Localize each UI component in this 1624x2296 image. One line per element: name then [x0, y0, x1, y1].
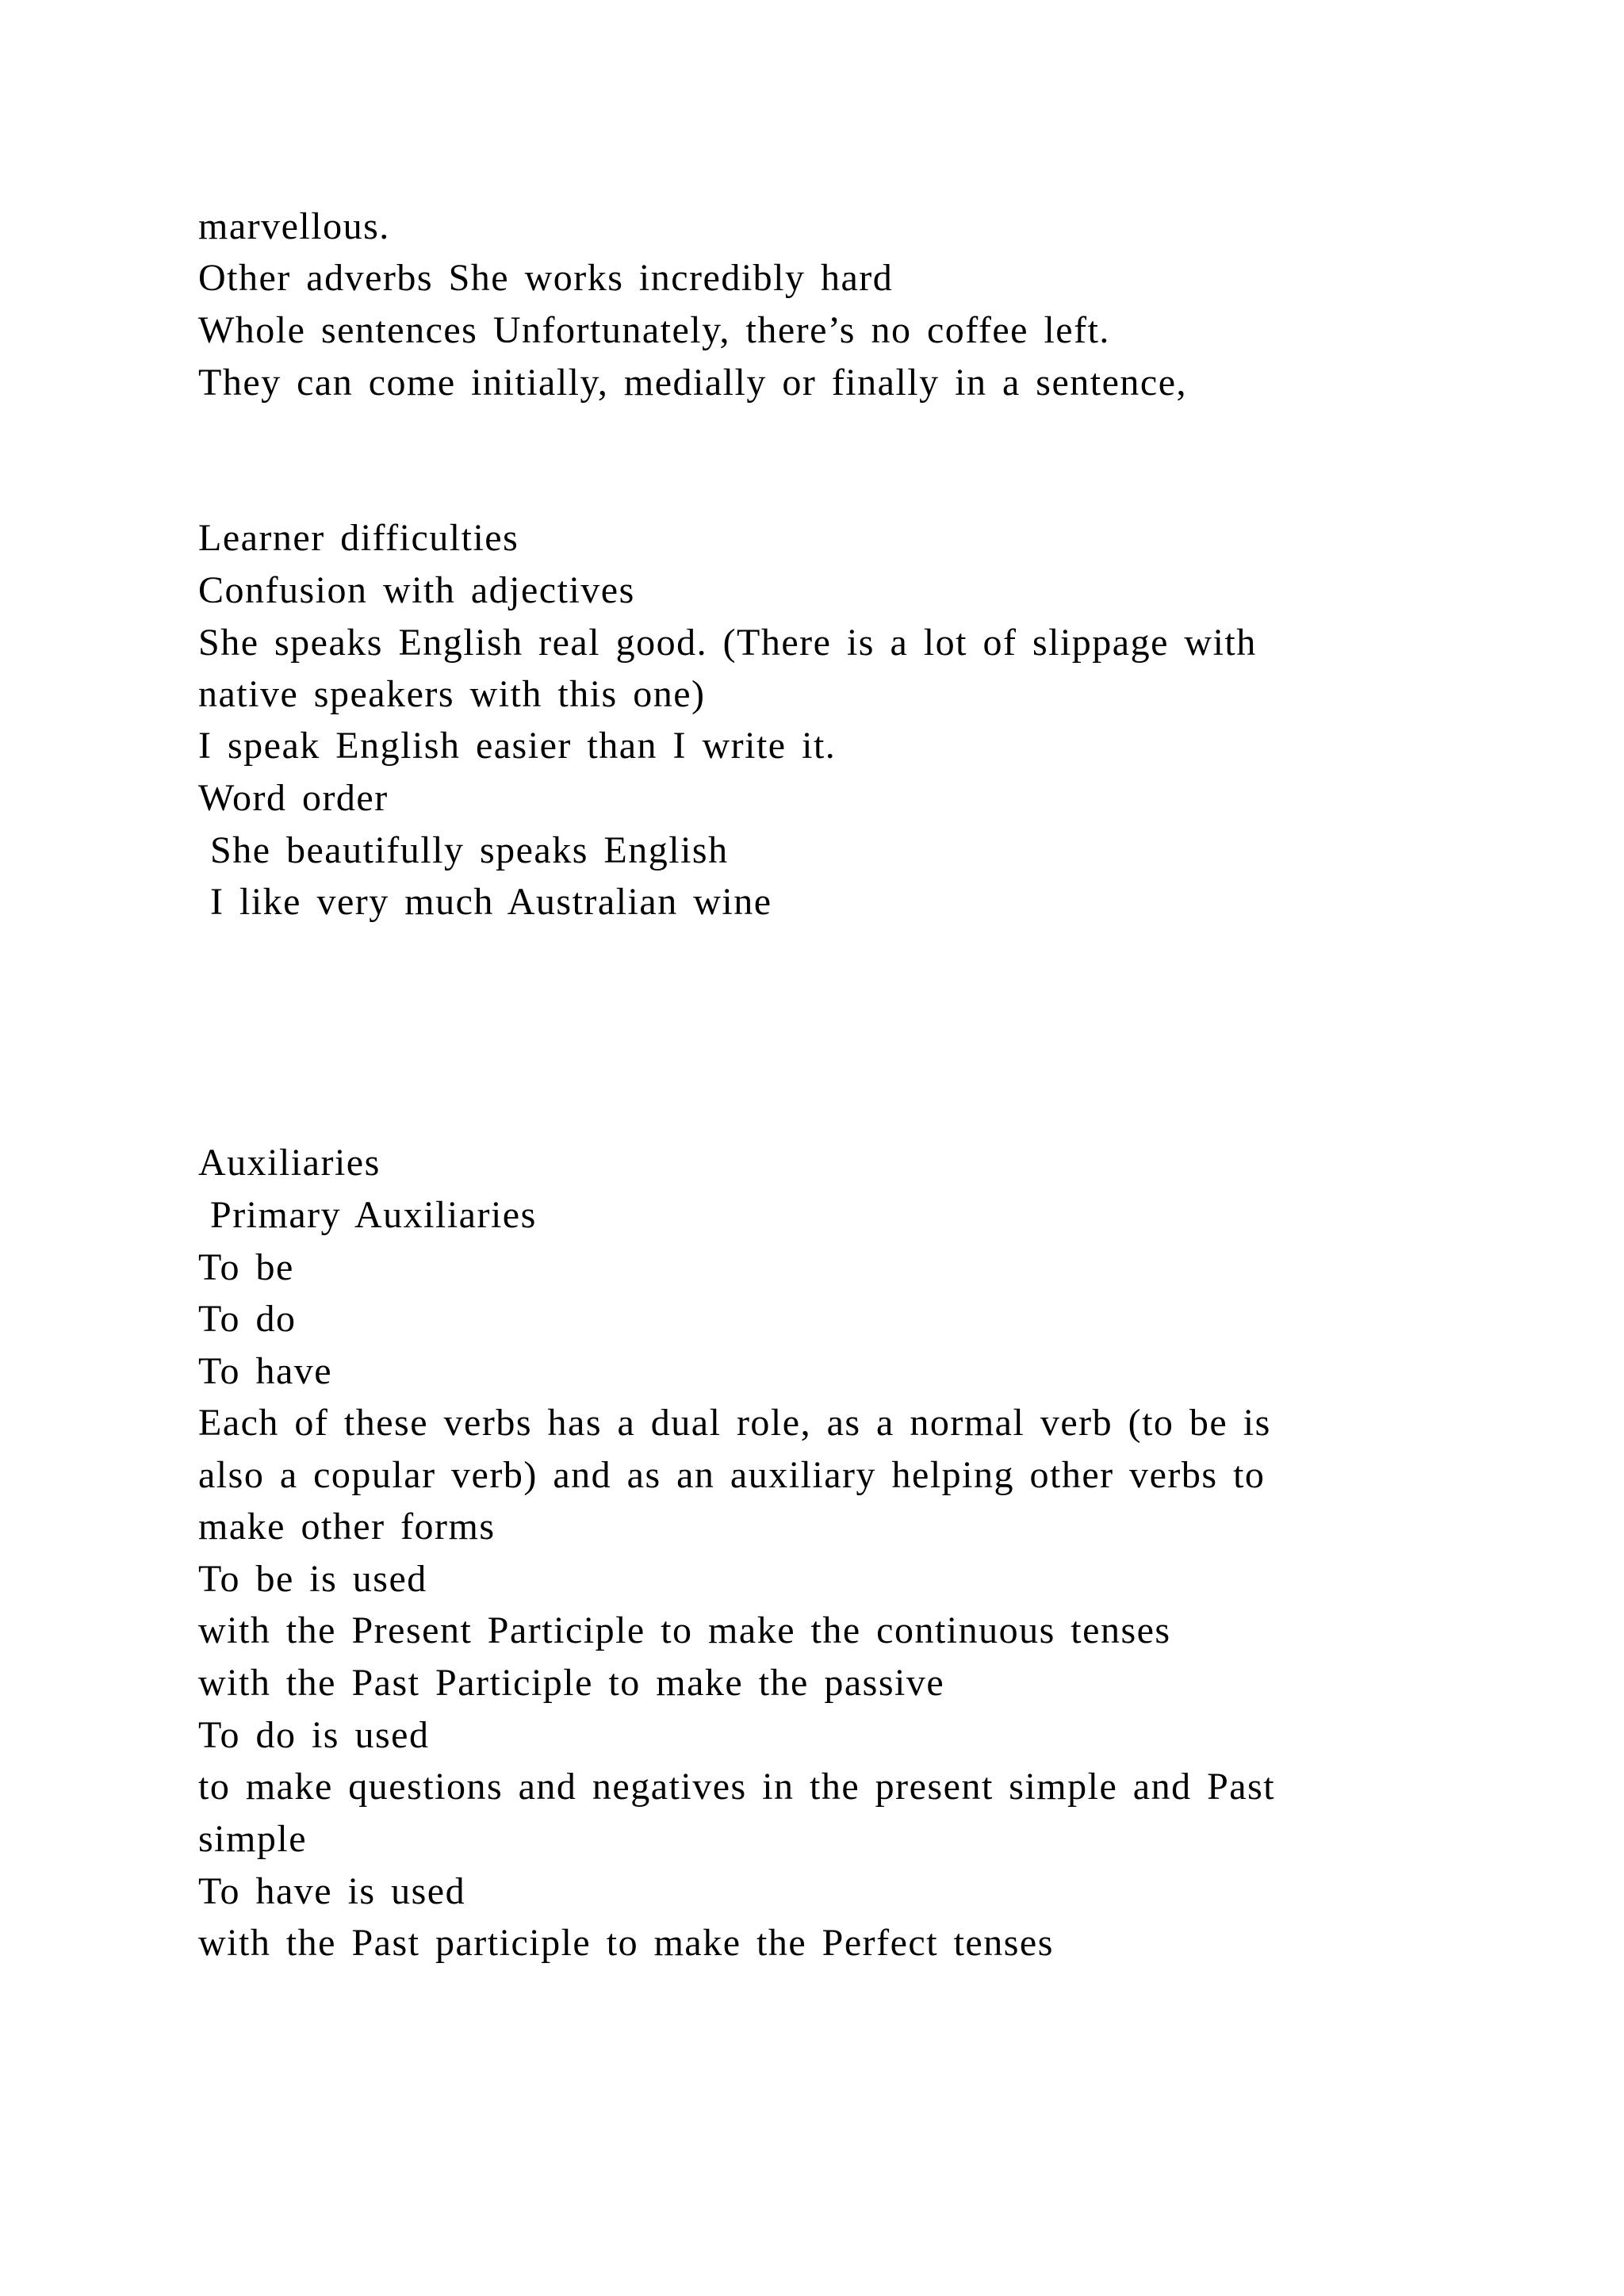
dual-role-line-3: make other forms: [198, 1506, 496, 1548]
list-item-to-be: To be: [198, 1246, 294, 1288]
text-line-other-adverbs: Other adverbs She works incredibly hard: [198, 257, 894, 299]
list-item-to-have: To have: [198, 1350, 333, 1392]
heading-learner-difficulties: Learner difficulties: [198, 517, 519, 559]
heading-auxiliaries: Auxiliaries: [198, 1142, 381, 1184]
to-have-use-perfect: with the Past participle to make the Perfect tenses: [198, 1922, 1054, 1964]
example-real-good-line-2: native speakers with this one): [198, 673, 706, 715]
text-line-whole-sentences: Whole sentences Unfortunately, there’s no coffee left.: [198, 309, 1110, 351]
text-line-marvellous: marvellous.: [198, 205, 390, 247]
subheading-to-do-is-used: To do is used: [198, 1714, 430, 1756]
example-like-very-much: I like very much Australian wine: [210, 881, 772, 923]
to-do-use-line-1: to make questions and negatives in the present simple and Past: [198, 1766, 1276, 1808]
to-be-use-continuous: with the Present Participle to make the continuous tenses: [198, 1609, 1171, 1651]
subheading-to-have-is-used: To have is used: [198, 1870, 466, 1912]
dual-role-line-1: Each of these verbs has a dual role, as a normal verb (to be is: [198, 1402, 1271, 1444]
subheading-to-be-is-used: To be is used: [198, 1558, 427, 1600]
subheading-primary-auxiliaries: Primary Auxiliaries: [210, 1194, 537, 1236]
example-beautifully-speaks: She beautifully speaks English: [210, 829, 729, 871]
to-do-use-line-2: simple: [198, 1818, 307, 1860]
subheading-confusion-with-adjectives: Confusion with adjectives: [198, 569, 635, 611]
example-easier-than: I speak English easier than I write it.: [198, 725, 837, 767]
text-line-adverb-position: They can come initially, medially or finally in a sentence,: [198, 362, 1187, 404]
subheading-word-order: Word order: [198, 777, 389, 819]
example-real-good-line-1: She speaks English real good. (There is a lot of slippage with: [198, 622, 1257, 664]
dual-role-line-2: also a copular verb) and as an auxiliary helping other verbs to: [198, 1454, 1266, 1496]
list-item-to-do: To do: [198, 1298, 297, 1340]
to-be-use-passive: with the Past Participle to make the passive: [198, 1662, 945, 1704]
